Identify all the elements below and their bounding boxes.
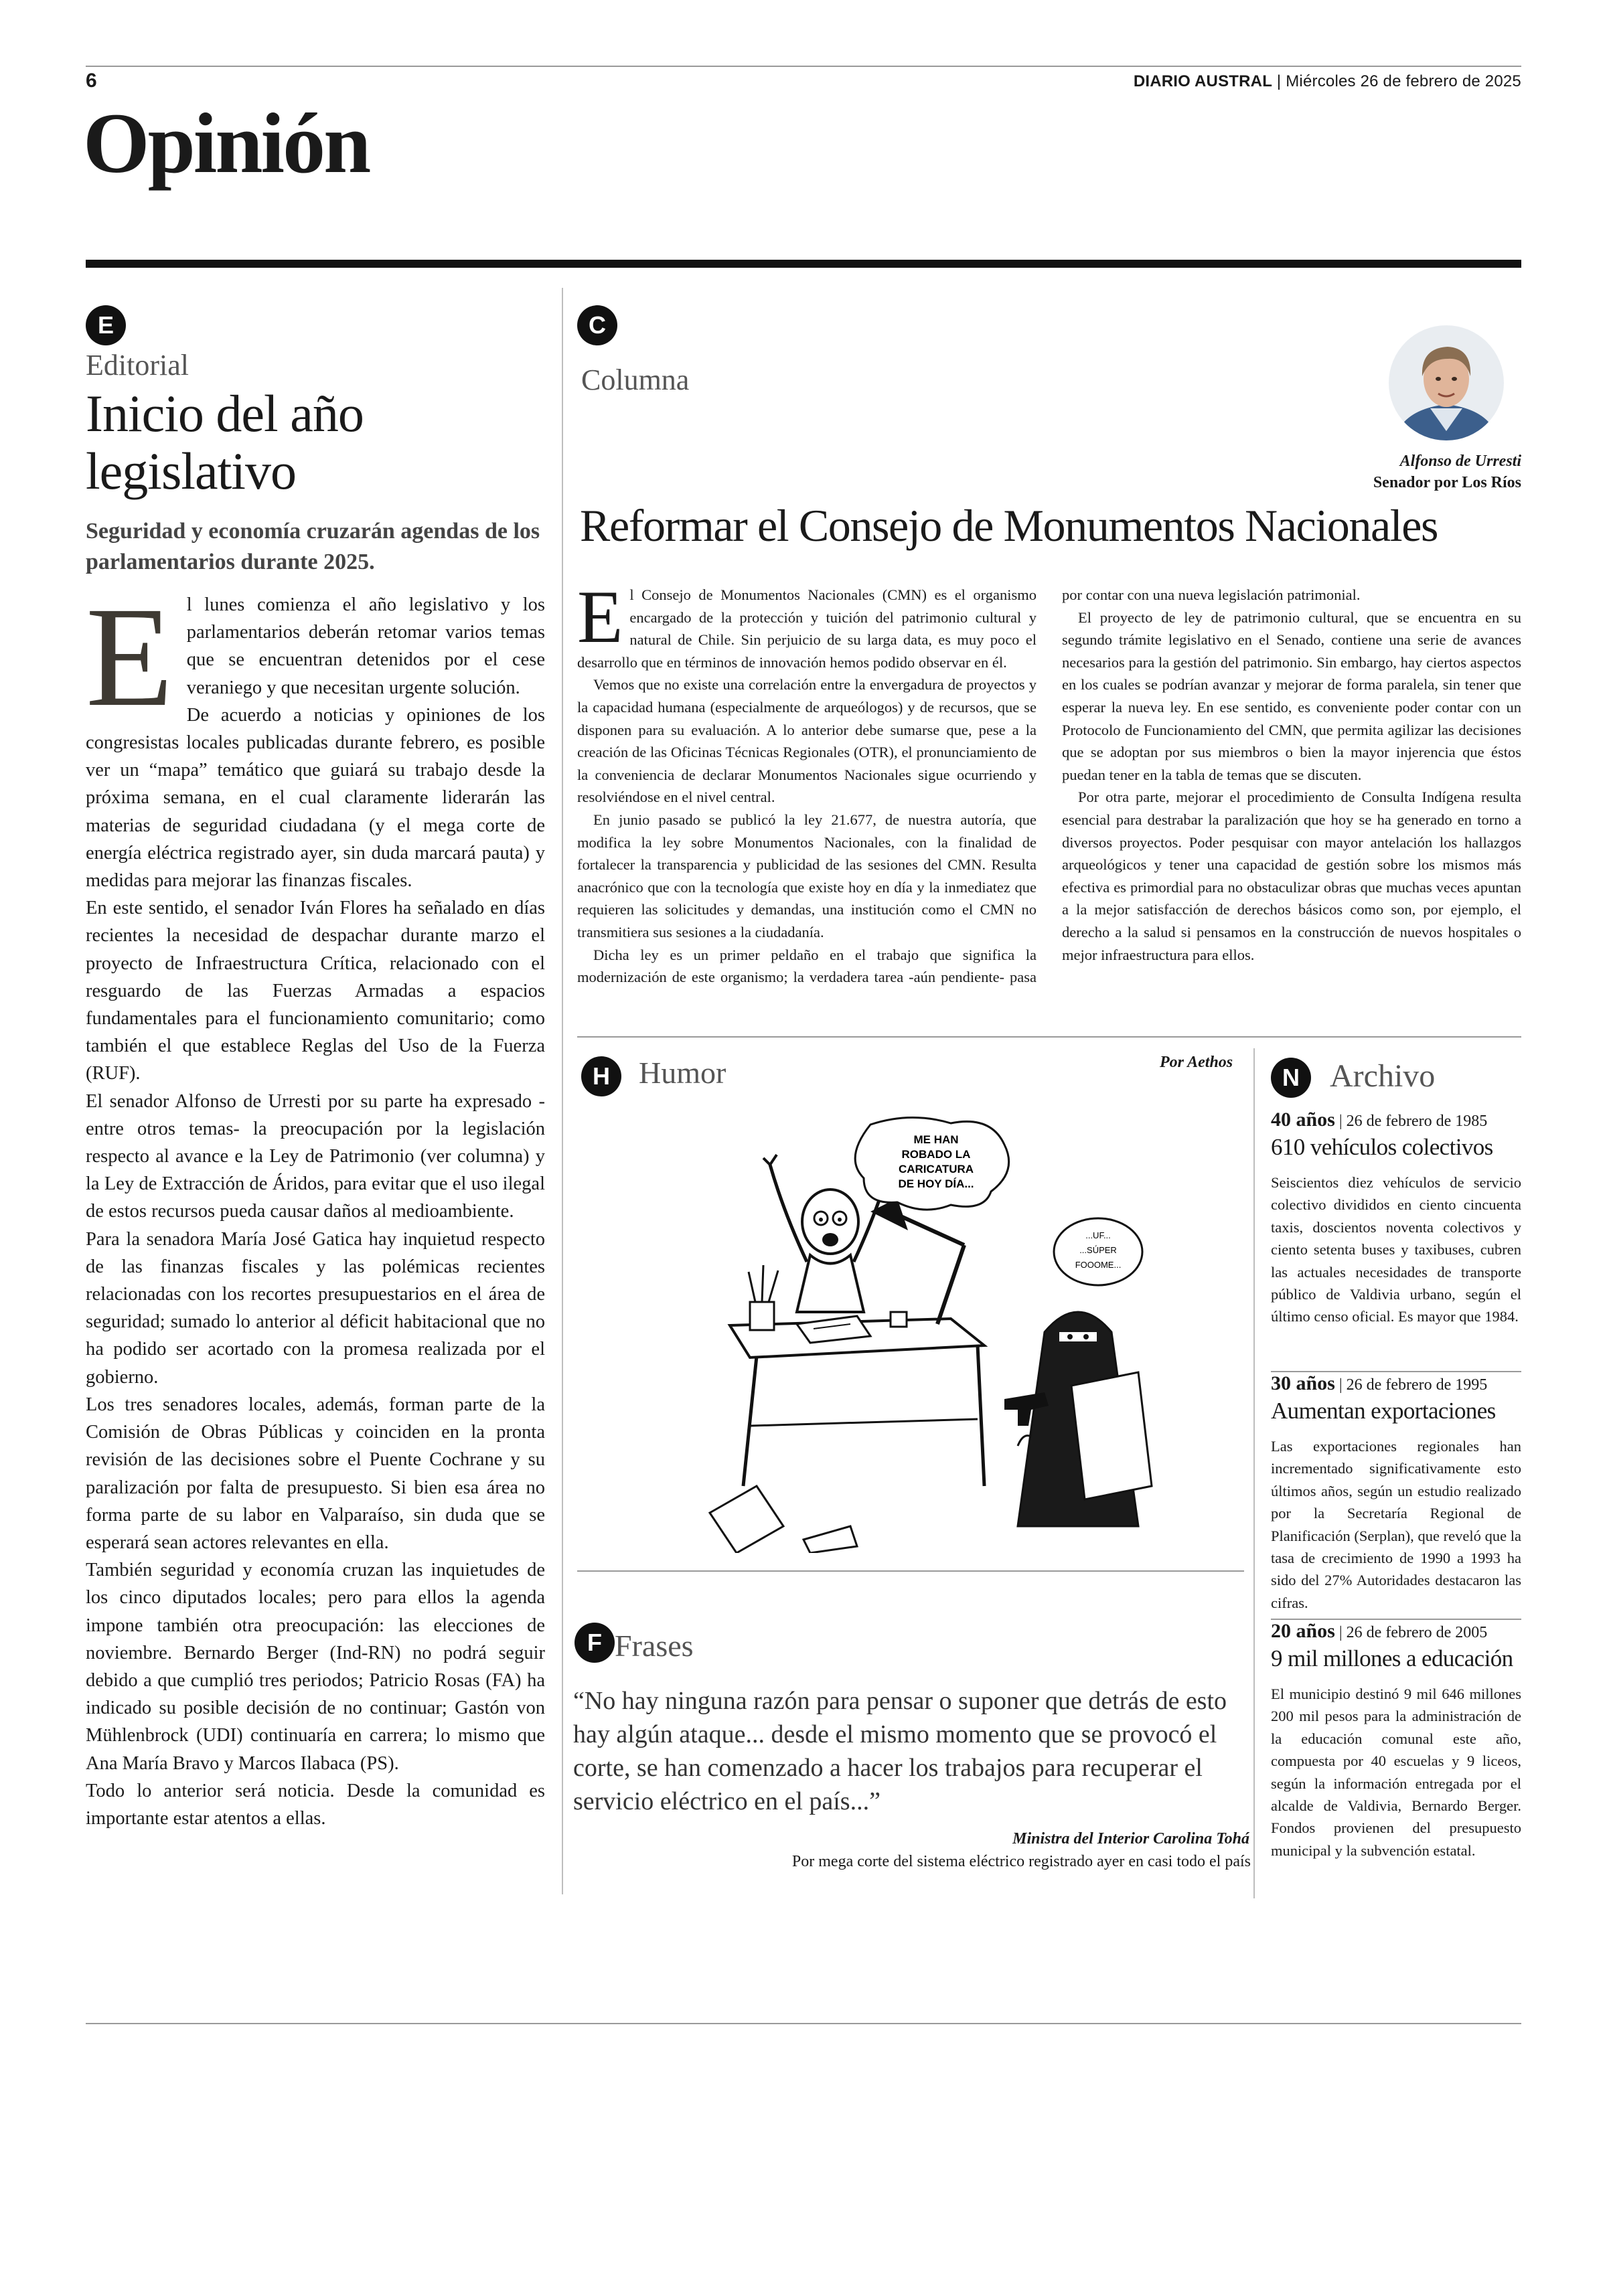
- editorial-badge: E: [86, 305, 126, 345]
- editorial-dropcap: E: [86, 578, 173, 736]
- editorial-lead: l lunes comienza el año legislativo y los parlamentarios deberán retomar varios temas que se encuentran detenidos por el cese veraniego y que necesitan urgente solución.: [186, 594, 545, 698]
- column-divider: [562, 288, 563, 1894]
- archivo-years: 30 años: [1271, 1372, 1335, 1394]
- column-paragraph: Dicha ley es un primer peldaño en el trabajo que significa la modernización de este organismo; la verdadera tarea -aún pendiente- pasa por contar con una nueva legislación patrimonial.: [577, 586, 1361, 986]
- header-thick-rule: [86, 260, 1521, 268]
- editorial-paragraph: De acuerdo a noticias y opiniones de los congresistas locales publicadas durante febrero, es posible ver un “mapa” temático que guiará su trabajo desde la próxima semana, en el cual claramente liderarán las materias de seguridad ciudadana (y el mega corte de energía eléctrica registrado ayer, sin duda marcará pauta) y medidas para mejorar las finanzas fiscales.: [86, 704, 545, 892]
- author-role: Senador por Los Ríos: [1373, 474, 1521, 491]
- archivo-entry: [1271, 1620, 1521, 1862]
- column-lead-paragraph: [577, 576, 1037, 673]
- archivo-date-line: 20 años | 26 de febrero de 2005: [1271, 1620, 1488, 1642]
- humor-kicker: Humor: [639, 1056, 726, 1090]
- editorial-paragraph: Para la senadora María José Gatica hay inquietud respecto de las finanzas fiscales y las polémicas recientes relacionadas con los recortes presupuestarios en el área de seguridad; sumado lo anterior al déficit habitacional que no ha podido ser acortado con la promesa realizada por el gobierno.: [86, 1228, 545, 1388]
- bubble-1-line: DE HOY DÍA...: [898, 1177, 974, 1190]
- archivo-divider: [1253, 1048, 1255, 1898]
- humor-rule: [577, 1570, 1244, 1572]
- archivo-text: Las exportaciones regionales han incrementado significativamente esto últimos años, según un estudio realizado por la Secretaría Regional de Planificación (Serplan), que reveló que la tasa de crecimiento de 1990 a 1993 ha sido del 27% Autoridades destacaron las cifras.: [1271, 1438, 1521, 1611]
- archivo-date-line: 30 años | 26 de febrero de 1995: [1271, 1372, 1488, 1394]
- archivo-title: 610 vehículos colectivos: [1271, 1134, 1493, 1160]
- author-name: Alfonso de Urresti: [1399, 453, 1521, 470]
- archivo-date: 26 de febrero de 1995: [1346, 1376, 1488, 1394]
- editorial-paragraph: Los tres senadores locales, además, forman parte de la Comisión de Obras Públicas y coinciden en la pronta revisión de las decisiones sobre el Puente Cochrane y su paralización por falta de presupuesto. Si bien esa área no forma parte de su labor en Valparaíso, sin duda que se esperará sean actores relevantes en ella.: [86, 1394, 545, 1553]
- editorial-paragraph: También seguridad y economía cruzan las inquietudes de los cinco diputados locales; pero para ellos la agenda impone también otra preocupación: las elecciones de noviembre. Bernardo Berger (Ind-RN) no podrá seguir debido a que cumplió tres periodos; Patricio Rosas (FA) ha indicado su posible decisión de no continuar; Gastón von Mühlenbrock (UDI) continuaría en carrera; lo mismo que Ana María Bravo y Marcos Ilabaca (PS).: [86, 1560, 545, 1774]
- column-body: [577, 576, 1521, 989]
- column-paragraph: Vemos que no existe una correlación entre la envergadura de proyectos y la capacidad humana (especialmente de arqueólogos) y de recursos, que se disponen para su evaluación. A lo anterior debe sumarse que, pese a la creación de las Oficinas Técnicas Regionales (OTR), el pronunciamiento de la conveniencia de declarar Monumentos Nacionales sigue ocurriendo y resolviéndose en el nivel central.: [577, 676, 1037, 806]
- section-title: Opinión: [83, 96, 370, 191]
- archivo-date: 26 de febrero de 2005: [1346, 1624, 1488, 1641]
- bottom-rule: [86, 2023, 1521, 2024]
- column-kicker: Columna: [581, 363, 690, 396]
- column-headline: Reformar el Consejo de Monumentos Nacionales: [580, 500, 1438, 551]
- archivo-badge: N: [1271, 1058, 1311, 1098]
- editorial-paragraph: En este sentido, el senador Iván Flores ha señalado en días recientes la necesidad de despachar durante marzo el proyecto de Infraestructura Crítica, relacionado con el resguardo de las Fuerzas Armadas a espacios fundamentales para el funcionamiento comunitario; como también el que establece Reglas del Uso de la Fuerza (RUF).: [86, 898, 545, 1084]
- editorial-deck: Seguridad y economía cruzarán agendas de los parlamentarios durante 2025.: [86, 519, 540, 574]
- archivo-entry: [1271, 1372, 1521, 1614]
- bubble-1-line: ROBADO LA: [901, 1148, 971, 1161]
- editorial-lead-paragraph: [86, 578, 545, 736]
- archivo-kicker: Archivo: [1330, 1058, 1436, 1094]
- archivo-title: 9 mil millones a educación: [1271, 1645, 1513, 1671]
- paper-name: DIARIO AUSTRAL: [1133, 72, 1273, 90]
- archivo-entry: [1271, 1109, 1521, 1328]
- column-paragraph: En junio pasado se publicó la ley 21.677, de nuestra autoría, que modifica la ley sobre Monumentos Nacionales, con la finalidad de fortalecer la transparencia y publicidad de las sesiones del CMN. Resulta anacrónico que con la tecnología que existe hoy en día y la inmediatez que requieren las solicitudes y demandas, una institución como el CMN no transmitiera sus sesiones a la ciudadanía.: [577, 811, 1037, 940]
- editorial-article: [86, 305, 545, 1832]
- column-paragraph: El proyecto de ley de patrimonio cultural, que se encuentra en su segundo trámite legislativo en el Senado, contiene una serie de avances necesarios para la gestión del patrimonio. Sin embargo, hay ciertos aspectos en los cuales se podrían avanzar y mejorar de forma paralela, sin tener que esperar la nueva ley. En ese sentido, es conveniente poder contar con un Protocolo de Funcionamiento del CMN, que permita agilizar las decisiones que se adoptan por sus miembros o bien la mayor injerencia que éstos puedan tener en la tabla de temas que se discuten.: [1062, 608, 1521, 783]
- editorial-paragraph: Todo lo anterior será noticia. Desde la comunidad es importante estar atentos a ellas.: [86, 1780, 545, 1829]
- quote-attribution: Ministra del Interior Carolina Tohá: [1012, 1830, 1249, 1848]
- editorial-kicker: Editorial: [86, 349, 189, 382]
- column-lead: l Consejo de Monumentos Nacionales (CMN) es el organismo encargado de la protección y tuición del patrimonio cultural y natural de Chile. Sin perjuicio de su larga data, es muy poco el desarrollo que en términos de innovación hemos podido observar en él.: [577, 586, 1037, 671]
- archivo-years: 40 años: [1271, 1109, 1335, 1131]
- humor-badge: H: [581, 1056, 621, 1096]
- section-rule: [577, 1036, 1521, 1038]
- bubble-2-line: FOOOME...: [1075, 1260, 1122, 1270]
- archivo-date-line: 40 años | 26 de febrero de 1985: [1271, 1109, 1488, 1131]
- top-rule: [86, 66, 1521, 67]
- bubble-2-line: ...UF...: [1085, 1230, 1111, 1240]
- editorial-paragraph: El senador Alfonso de Urresti por su parte ha expresado -entre otros temas- la preocupación por la legislación respecto al avance e la Ley de Patrimonio (ver columna) y la Ley de Extracción de Áridos, para evitar que el uso ilegal de estos recursos pueda causar daños al medioambiente.: [86, 1090, 545, 1222]
- frases-badge: F: [575, 1623, 615, 1663]
- issue-date: Miércoles 26 de febrero de 2025: [1286, 72, 1521, 90]
- editorial-body: [86, 578, 545, 1832]
- column-dropcap: E: [577, 576, 623, 659]
- masthead: DIARIO AUSTRAL | Miércoles 26 de febrero de 2025: [1133, 72, 1521, 90]
- bubble-1-line: CARICATURA: [898, 1163, 974, 1175]
- bubble-1-line: ME HAN: [913, 1133, 959, 1146]
- humor-credit: Por Aethos: [1160, 1054, 1233, 1071]
- archivo-title: Aumentan exportaciones: [1271, 1398, 1496, 1424]
- author-photo: [1387, 324, 1505, 445]
- editorial-headline: Inicio del año legislativo: [86, 384, 364, 500]
- archivo-text: Seiscientos diez vehículos de servicio colectivo divididos en ciento cincuenta taxis, doscientos noventa colectivos y ciento setenta buses y taxibuses, cubren las actuales necesidades de transporte público de Valdivia urbano, según el último censo oficial. Es mayor que 1984.: [1271, 1174, 1521, 1325]
- column-paragraph: Por otra parte, mejorar el procedimiento de Consulta Indígena resulta esencial para destrabar la paralización que hoy se ha generado en torno a diversos proyectos. Poder pesquisar con mayor antelación los hallazgos arqueológicos y tener una capacidad de gestión sobre los mismos más efectiva es primordial para no obstaculizar obras que muchas veces apuntan a la mejor satisfacción de derechos básicos como son, por ejemplo, el derecho a la salud si pensamos en la construcción de nuevos hospitales o mejor infraestructura para ellos.: [1062, 789, 1521, 963]
- archivo-date: 26 de febrero de 1985: [1346, 1113, 1488, 1130]
- archivo-text: El municipio destinó 9 mil 646 millones 200 mil pesos para la administración de la educación comunal este año, compuesta por 40 escuelas y 9 liceos, según la información entregada por el alcalde de Valdivia, Bernardo Berger. Fondos provienen del presupuesto municipal y la subvención estatal.: [1271, 1686, 1521, 1859]
- bubble-2-line: ...SÚPER: [1079, 1245, 1117, 1255]
- quote-text: “No hay ninguna razón para pensar o suponer que detrás de esto hay algún ataque... desde el mismo momento que se provocó el corte, se han comenzado a hacer los trabajos para recuperar el servicio eléctrico en el país...”: [573, 1687, 1227, 1815]
- page-number: 6: [86, 70, 97, 92]
- frases-kicker: Frases: [615, 1629, 694, 1663]
- cartoon-illustration: [670, 1111, 1219, 1556]
- archivo-years: 20 años: [1271, 1620, 1335, 1642]
- quote-context: Por mega corte del sistema eléctrico registrado ayer en casi todo el país: [791, 1853, 1251, 1870]
- column-badge: C: [577, 305, 617, 345]
